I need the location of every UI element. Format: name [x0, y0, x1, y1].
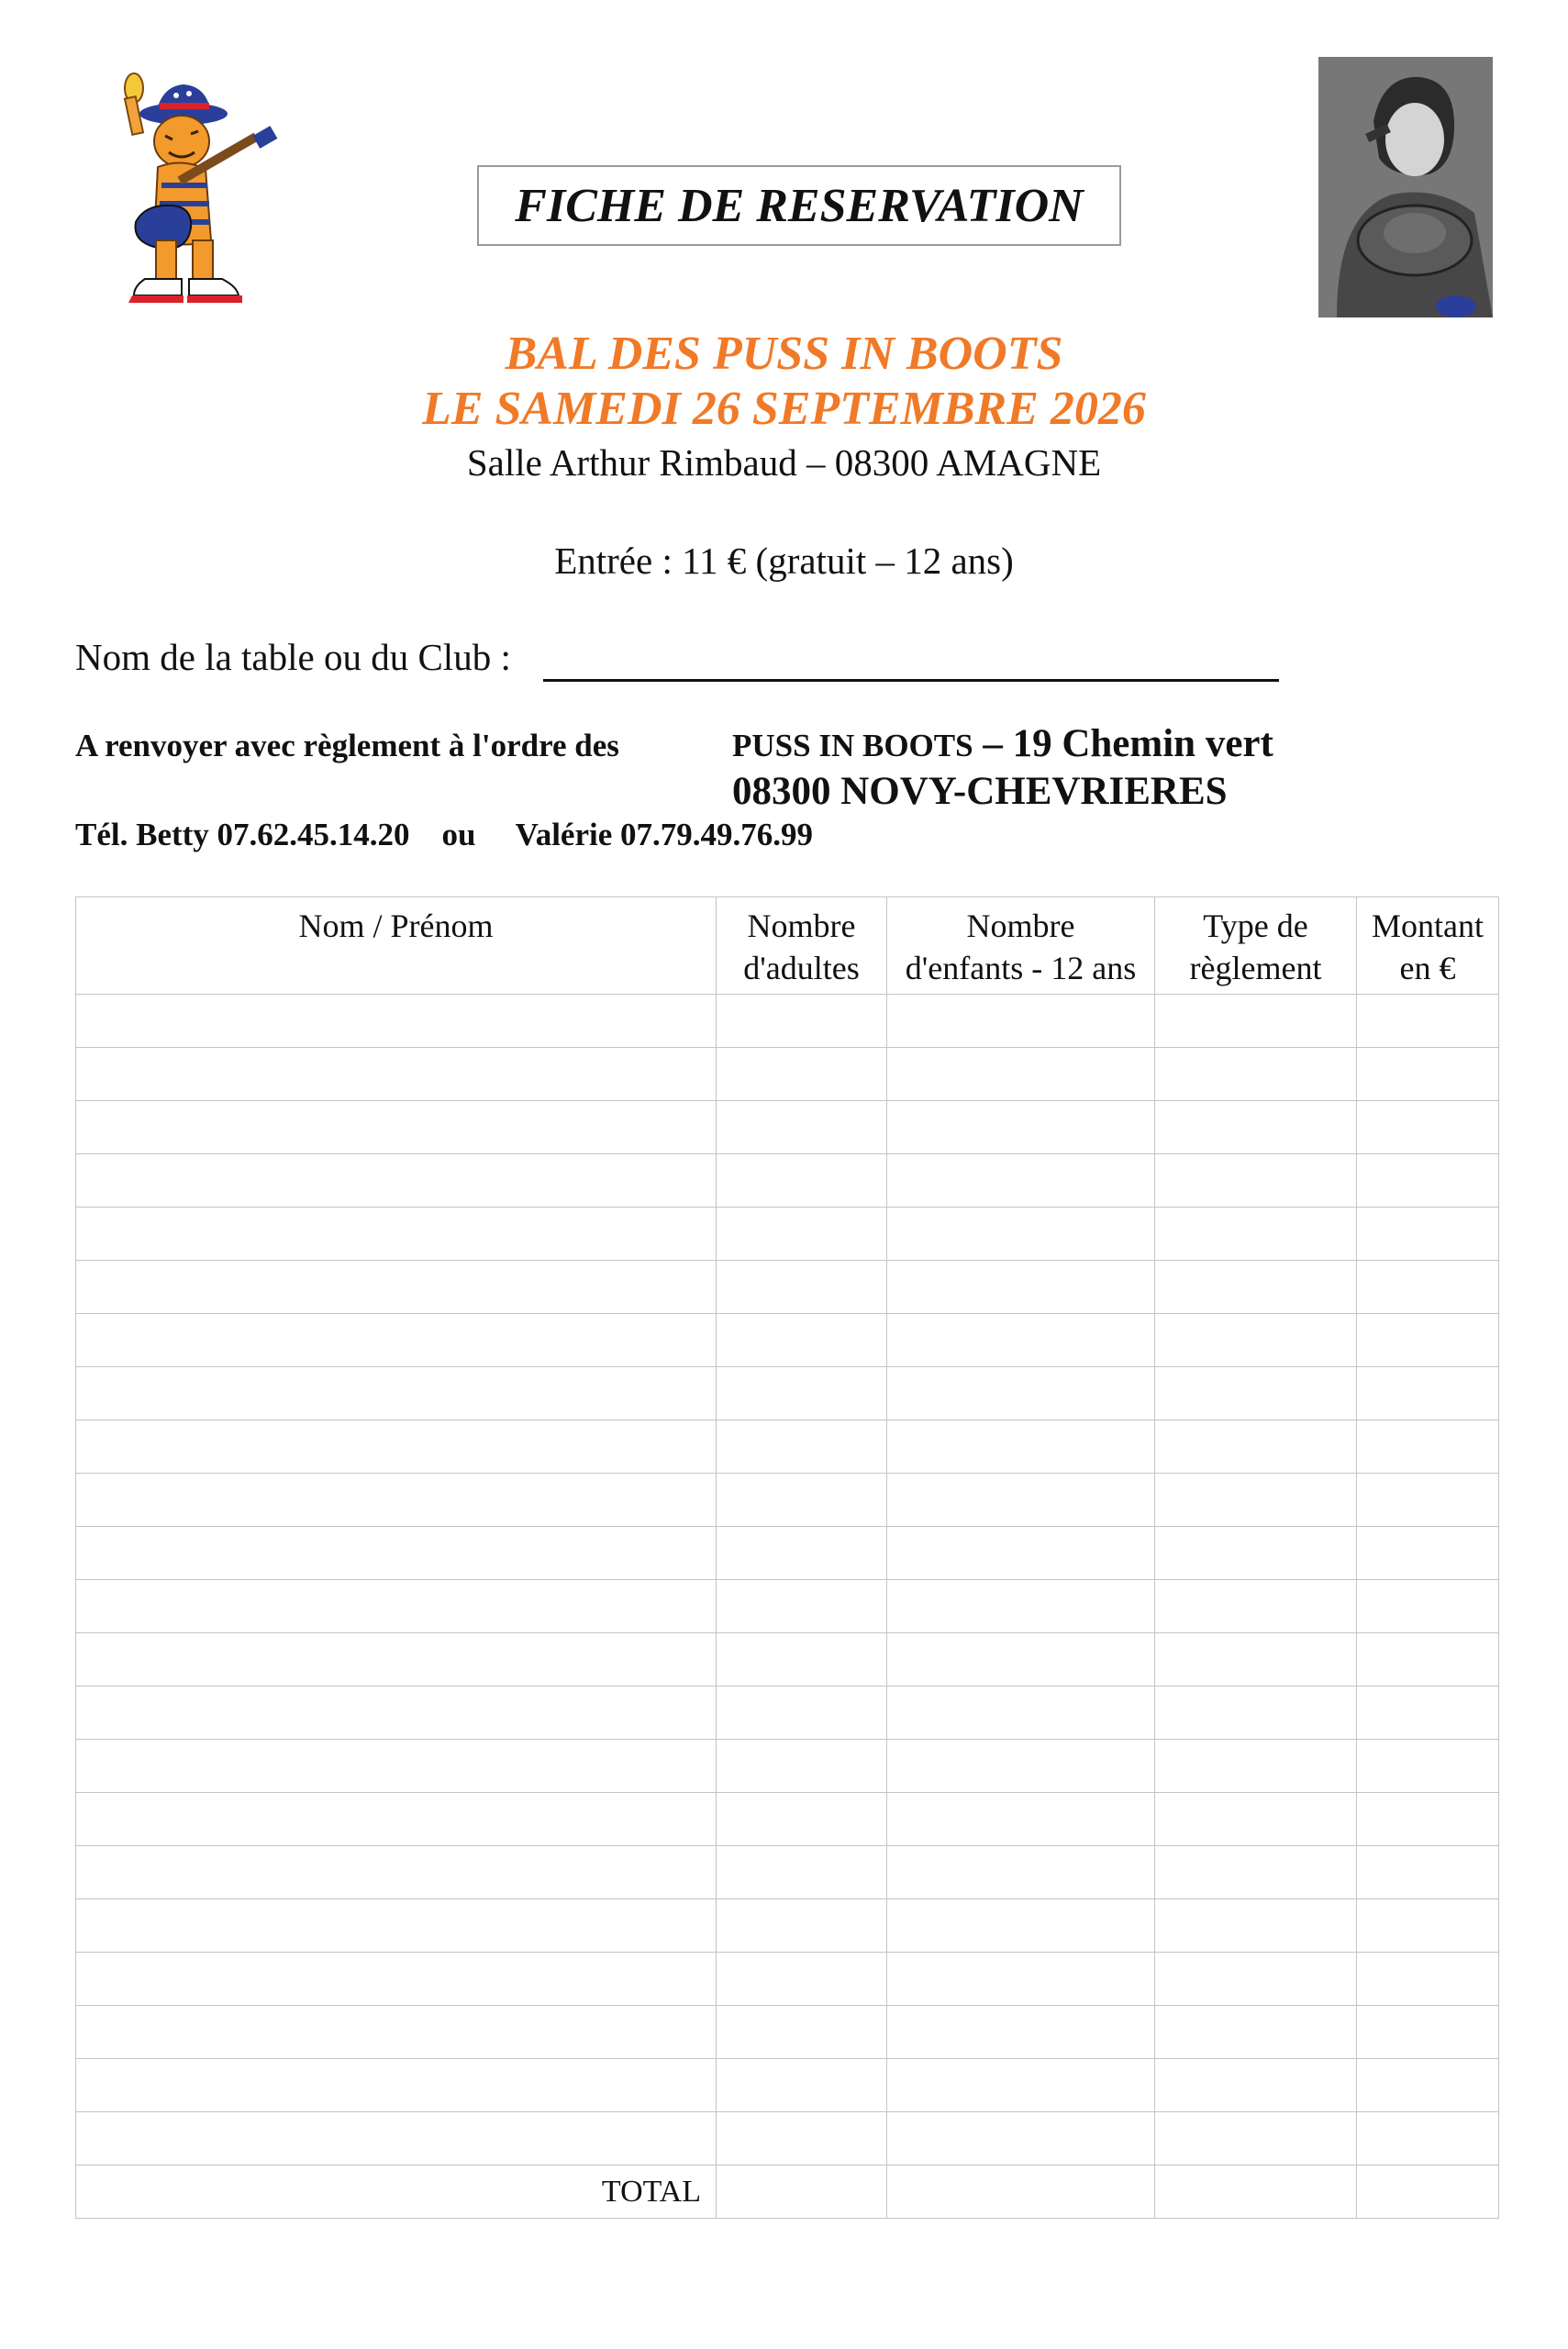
- cell-amount[interactable]: [1357, 1101, 1499, 1154]
- cell-amount[interactable]: [1357, 1793, 1499, 1846]
- cell-adults[interactable]: [717, 1793, 887, 1846]
- cell-adults[interactable]: [717, 1740, 887, 1793]
- column-header-children: Nombre d'enfants - 12 ans: [887, 897, 1155, 995]
- total-amount[interactable]: [1357, 2165, 1499, 2219]
- cell-adults[interactable]: [717, 1048, 887, 1101]
- cell-children[interactable]: [887, 1687, 1155, 1740]
- cell-children[interactable]: [887, 2112, 1155, 2165]
- club-name-label: Nom de la table ou du Club :: [75, 636, 511, 678]
- cell-amount[interactable]: [1357, 995, 1499, 1048]
- cell-children[interactable]: [887, 1527, 1155, 1580]
- table-row: [76, 1474, 1499, 1527]
- cell-adults[interactable]: [717, 2112, 887, 2165]
- total-payment-type[interactable]: [1155, 2165, 1357, 2219]
- cell-amount[interactable]: [1357, 1687, 1499, 1740]
- column-header-amount: Montant en €: [1357, 897, 1499, 995]
- cell-payment-type[interactable]: [1155, 1687, 1357, 1740]
- cell-name[interactable]: [76, 1261, 717, 1314]
- cell-name[interactable]: [76, 1314, 717, 1367]
- cell-name[interactable]: [76, 2112, 717, 2165]
- table-header-row: [76, 897, 1499, 995]
- cell-name[interactable]: [76, 1367, 717, 1420]
- cell-children[interactable]: [887, 1580, 1155, 1633]
- cell-name[interactable]: [76, 1793, 717, 1846]
- cell-children[interactable]: [887, 1208, 1155, 1261]
- send-instruction: A renvoyer avec règlement à l'ordre des: [75, 728, 619, 763]
- cell-payment-type[interactable]: [1155, 1474, 1357, 1527]
- table-row: [76, 1154, 1499, 1208]
- cell-adults[interactable]: [717, 1367, 887, 1420]
- form-title-box: [477, 165, 1121, 246]
- event-entry-price: Entrée : 11 € (gratuit – 12 ans): [554, 540, 1014, 582]
- cat-guitar-logo-icon: [81, 66, 301, 323]
- cell-amount[interactable]: [1357, 1367, 1499, 1420]
- cell-name[interactable]: [76, 1899, 717, 1953]
- table-row: [76, 2059, 1499, 2112]
- cell-amount[interactable]: [1357, 1208, 1499, 1261]
- cell-amount[interactable]: [1357, 1314, 1499, 1367]
- cell-payment-type[interactable]: [1155, 1367, 1357, 1420]
- cell-name[interactable]: [76, 1154, 717, 1208]
- cell-adults[interactable]: [717, 1953, 887, 2006]
- table-row: [76, 1101, 1499, 1154]
- cell-name[interactable]: [76, 995, 717, 1048]
- cell-amount[interactable]: [1357, 2059, 1499, 2112]
- table-total-row: [76, 2165, 1499, 2219]
- cell-name[interactable]: [76, 1420, 717, 1474]
- cell-payment-type[interactable]: [1155, 1846, 1357, 1899]
- cell-children[interactable]: [887, 1953, 1155, 2006]
- cell-adults[interactable]: [717, 1474, 887, 1527]
- cell-name[interactable]: [76, 1101, 717, 1154]
- cell-adults[interactable]: [717, 2006, 887, 2059]
- cell-children[interactable]: [887, 1846, 1155, 1899]
- table-row: [76, 995, 1499, 1048]
- cell-payment-type[interactable]: [1155, 2006, 1357, 2059]
- cell-payment-type[interactable]: [1155, 1208, 1357, 1261]
- cell-amount[interactable]: [1357, 1154, 1499, 1208]
- table-row: [76, 1633, 1499, 1687]
- cell-adults[interactable]: [717, 2059, 887, 2112]
- cell-children[interactable]: [887, 1154, 1155, 1208]
- street-address: – 19 Chemin vert: [973, 722, 1273, 765]
- cell-amount[interactable]: [1357, 1474, 1499, 1527]
- total-label: TOTAL: [76, 2165, 717, 2219]
- total-adults[interactable]: [717, 2165, 887, 2219]
- cell-children[interactable]: [887, 1899, 1155, 1953]
- cell-payment-type[interactable]: [1155, 1953, 1357, 2006]
- cell-name[interactable]: [76, 2059, 717, 2112]
- cell-name[interactable]: [76, 1846, 717, 1899]
- form-title: FICHE DE RESERVATION: [515, 179, 1084, 232]
- cell-name[interactable]: [76, 2006, 717, 2059]
- cell-children[interactable]: [887, 1101, 1155, 1154]
- cell-name[interactable]: [76, 1048, 717, 1101]
- event-date: LE SAMEDI 26 SEPTEMBRE 2026: [422, 383, 1146, 435]
- cell-name[interactable]: [76, 1580, 717, 1633]
- cell-children[interactable]: [887, 1367, 1155, 1420]
- table-row: [76, 1367, 1499, 1420]
- cell-adults[interactable]: [717, 1208, 887, 1261]
- table-row: [76, 1953, 1499, 2006]
- cell-name[interactable]: [76, 1953, 717, 2006]
- cell-payment-type[interactable]: [1155, 2059, 1357, 2112]
- cell-adults[interactable]: [717, 1261, 887, 1314]
- cell-children[interactable]: [887, 1793, 1155, 1846]
- cell-payment-type[interactable]: [1155, 1527, 1357, 1580]
- table-row: [76, 1314, 1499, 1367]
- cell-adults[interactable]: [717, 1101, 887, 1154]
- cell-amount[interactable]: [1357, 1846, 1499, 1899]
- cell-name[interactable]: [76, 1208, 717, 1261]
- singer-photo-icon: [1318, 57, 1493, 317]
- cell-adults[interactable]: [717, 995, 887, 1048]
- cell-name[interactable]: [76, 1474, 717, 1527]
- cell-adults[interactable]: [717, 1687, 887, 1740]
- cell-amount[interactable]: [1357, 1420, 1499, 1474]
- cell-amount[interactable]: [1357, 1740, 1499, 1793]
- cell-adults[interactable]: [717, 1580, 887, 1633]
- cell-amount[interactable]: [1357, 1899, 1499, 1953]
- cell-amount[interactable]: [1357, 2006, 1499, 2059]
- table-row: [76, 2112, 1499, 2165]
- cell-adults[interactable]: [717, 1527, 887, 1580]
- event-name: BAL DES PUSS IN BOOTS: [505, 328, 1063, 380]
- table-row: [76, 1580, 1499, 1633]
- address-line-2: 08300 NOVY-CHEVRIERES: [732, 770, 1228, 813]
- cell-name[interactable]: [76, 1527, 717, 1580]
- cell-payment-type[interactable]: [1155, 1633, 1357, 1687]
- table-row: [76, 1420, 1499, 1474]
- cell-amount[interactable]: [1357, 1580, 1499, 1633]
- column-header-name: Nom / Prénom: [76, 897, 717, 995]
- cell-payment-type[interactable]: [1155, 1101, 1357, 1154]
- table-row: [76, 1740, 1499, 1793]
- table-row: [76, 2006, 1499, 2059]
- cell-payment-type[interactable]: [1155, 1740, 1357, 1793]
- table-row: [76, 1899, 1499, 1953]
- cell-amount[interactable]: [1357, 2112, 1499, 2165]
- cell-adults[interactable]: [717, 1899, 887, 1953]
- table-row: [76, 1261, 1499, 1314]
- table-row: [76, 1846, 1499, 1899]
- cell-name[interactable]: [76, 1633, 717, 1687]
- cell-payment-type[interactable]: [1155, 1154, 1357, 1208]
- cell-amount[interactable]: [1357, 1633, 1499, 1687]
- cell-payment-type[interactable]: [1155, 1899, 1357, 1953]
- cell-children[interactable]: [887, 2059, 1155, 2112]
- cell-name[interactable]: [76, 1687, 717, 1740]
- cell-payment-type[interactable]: [1155, 1314, 1357, 1367]
- org-name: PUSS IN BOOTS: [732, 728, 973, 763]
- cell-amount[interactable]: [1357, 1527, 1499, 1580]
- cell-payment-type[interactable]: [1155, 1793, 1357, 1846]
- cell-children[interactable]: [887, 1048, 1155, 1101]
- cell-children[interactable]: [887, 1474, 1155, 1527]
- cell-children[interactable]: [887, 1420, 1155, 1474]
- cell-payment-type[interactable]: [1155, 1048, 1357, 1101]
- cell-adults[interactable]: [717, 1846, 887, 1899]
- cell-adults[interactable]: [717, 1314, 887, 1367]
- table-row: [76, 1793, 1499, 1846]
- column-header-payment-type: Type de règlement: [1155, 897, 1357, 995]
- table-row: [76, 1687, 1499, 1740]
- cell-payment-type[interactable]: [1155, 1420, 1357, 1474]
- cell-adults[interactable]: [717, 1633, 887, 1687]
- cell-children[interactable]: [887, 995, 1155, 1048]
- cell-children[interactable]: [887, 2006, 1155, 2059]
- reservation-table: [75, 896, 1499, 2219]
- table-row: [76, 1048, 1499, 1101]
- club-name-field[interactable]: [543, 679, 1279, 682]
- cell-children[interactable]: [887, 1261, 1155, 1314]
- cell-amount[interactable]: [1357, 1048, 1499, 1101]
- column-header-adults: Nombre d'adultes: [717, 897, 887, 995]
- cell-payment-type[interactable]: [1155, 2112, 1357, 2165]
- cell-payment-type[interactable]: [1155, 1580, 1357, 1633]
- table-row: [76, 1208, 1499, 1261]
- address-line-1: [732, 721, 1273, 766]
- total-children[interactable]: [887, 2165, 1155, 2219]
- cell-payment-type[interactable]: [1155, 1261, 1357, 1314]
- cell-children[interactable]: [887, 1633, 1155, 1687]
- cell-name[interactable]: [76, 1740, 717, 1793]
- phone-contacts: Tél. Betty 07.62.45.14.20 ou Valérie 07.79.49.76.99: [75, 817, 813, 852]
- cell-children[interactable]: [887, 1314, 1155, 1367]
- cell-payment-type[interactable]: [1155, 995, 1357, 1048]
- cell-amount[interactable]: [1357, 1953, 1499, 2006]
- event-venue: Salle Arthur Rimbaud – 08300 AMAGNE: [466, 441, 1102, 484]
- cell-children[interactable]: [887, 1740, 1155, 1793]
- table-row: [76, 1527, 1499, 1580]
- cell-adults[interactable]: [717, 1420, 887, 1474]
- cell-amount[interactable]: [1357, 1261, 1499, 1314]
- cell-adults[interactable]: [717, 1154, 887, 1208]
